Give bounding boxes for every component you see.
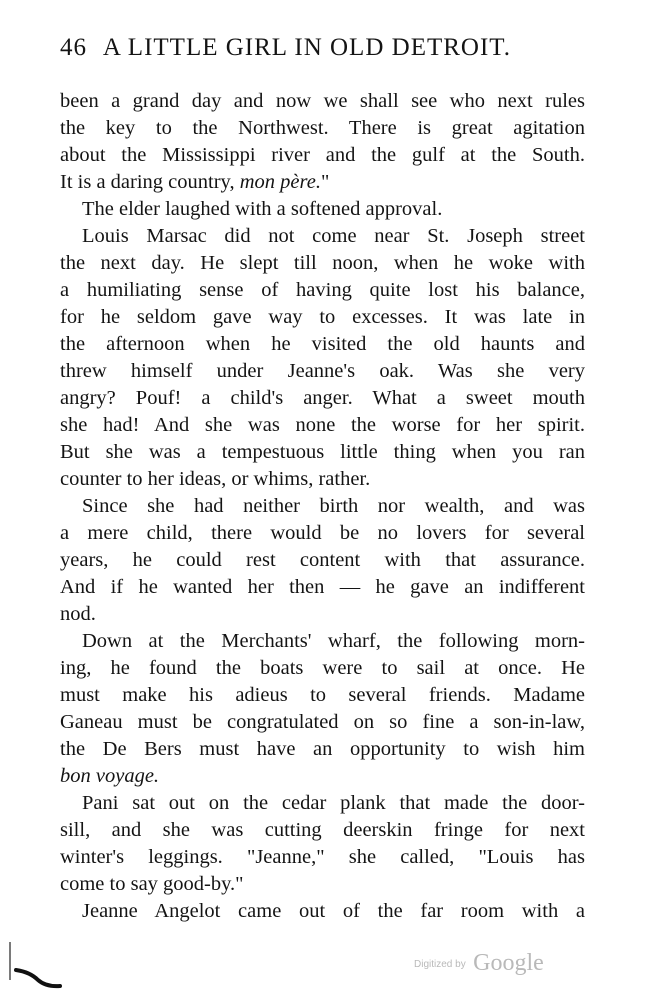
italic-bon-voyage: bon voyage.: [60, 765, 160, 787]
text-line: But she was a tempestuous little thing when you ran: [60, 441, 585, 463]
google-logo-text: Google: [473, 950, 544, 976]
text-line: [60, 763, 585, 790]
running-title: A LITTLE GIRL IN OLD DETROIT.: [102, 34, 511, 61]
text-line: the De Bers must have an opportunity to wish him: [60, 738, 585, 760]
text-line: Down at the Merchants' wharf, the following morn-: [82, 630, 585, 652]
text-line: for he seldom gave way to excesses. It was late in: [60, 306, 585, 328]
text-line: come to say good-by.": [60, 873, 244, 895]
text-line: sill, and she was cutting deerskin fringe for next: [60, 819, 585, 841]
text-line: a humiliating sense of having quite lost his balance,: [60, 279, 585, 301]
text-line: she had! And she was none the worse for her spirit.: [60, 414, 585, 436]
digitized-by-label: Digitized by: [414, 959, 466, 970]
text-line: Jeanne Angelot came out of the far room with a: [82, 900, 585, 922]
text-line: Louis Marsac did not come near St. Joseph street: [82, 225, 585, 247]
text-line: years, he could rest content with that assurance.: [60, 549, 585, 571]
scan-edge-mark: [8, 940, 68, 990]
digitized-by-google-watermark: [414, 950, 544, 977]
text-line: ing, he found the boats were to sail at once. He: [60, 657, 585, 679]
text-line: And if he wanted her then — he gave an indifferent: [60, 576, 585, 598]
text-line: The elder laughed with a softened approval.: [82, 198, 443, 220]
text-line: threw himself under Jeanne's oak. Was she very: [60, 360, 585, 382]
page-number: 46: [60, 34, 87, 61]
text-line-part: It is a daring country,: [60, 171, 240, 193]
text-line: Since she had neither birth nor wealth, and was: [82, 495, 585, 517]
text-line: [60, 169, 585, 196]
text-line: the afternoon when he visited the old haunts and: [60, 333, 585, 355]
text-line: Pani sat out on the cedar plank that made the door-: [82, 792, 585, 814]
text-line: must make his adieus to several friends. Madame: [60, 684, 585, 706]
text-line: angry? Pouf! a child's anger. What a sweet mouth: [60, 387, 585, 409]
text-line: a mere child, there would be no lovers for several: [60, 522, 585, 544]
text-line: nod.: [60, 603, 96, 625]
page-body-text: [60, 88, 585, 925]
closing-quote: ": [320, 171, 330, 193]
text-line: about the Mississippi river and the gulf at the South.: [60, 144, 585, 166]
text-line: Ganeau must be congratulated on so fine a son-in-law,: [60, 711, 585, 733]
text-line: winter's leggings. "Jeanne," she called, "Louis has: [60, 846, 585, 868]
text-line: the next day. He slept till noon, when he woke with: [60, 252, 585, 274]
text-line: the key to the Northwest. There is great agitation: [60, 117, 585, 139]
text-line: been a grand day and now we shall see who next rules: [60, 90, 585, 112]
text-line: counter to her ideas, or whims, rather.: [60, 468, 371, 490]
italic-mon-pere: mon père.: [239, 171, 321, 193]
page-header: [60, 34, 580, 62]
